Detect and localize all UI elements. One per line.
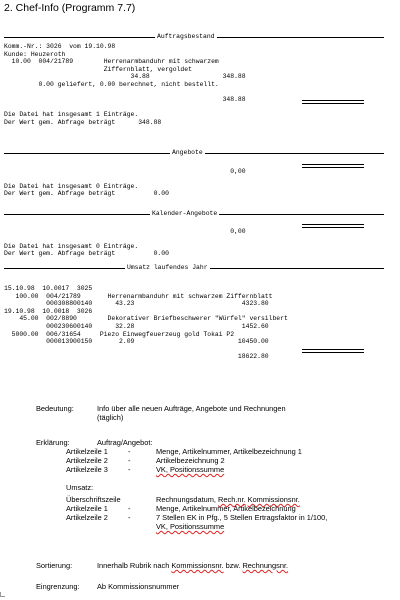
section-title-auftragsbestand: Auftragsbestand [157, 33, 215, 40]
bedeutung-text-1: Info über alle neuen Aufträge, Angebote und Rechnungen [97, 404, 286, 413]
angebote-text: 0,00 Die Datei hat insgesamt 0 Einträge. Der Wert gem. Abfrage beträgt 0.00 [4, 167, 246, 198]
total-double-rule [302, 224, 364, 228]
total-double-rule [302, 349, 364, 353]
eingrenzung-label: Eingrenzung: [36, 582, 80, 591]
umsatz-row-key: Artikelzeile 2 [66, 513, 108, 522]
total-double-rule [302, 100, 364, 104]
erklaerung-row-key: Artikelzeile 2 [66, 456, 108, 465]
umsatz-label: Umsatz: [66, 483, 94, 492]
umsatz-row-dash: - [128, 513, 131, 522]
umsatz-row-value: Rechnungsdatum, Rech.nr. Kommissionsnr. [156, 495, 300, 504]
umsatz-row-key: Artikelzeile 1 [66, 504, 108, 513]
umsatz-row-key: Überschriftszeile [66, 495, 121, 504]
erklaerung-row-key: Artikelzeile 3 [66, 465, 108, 474]
erklaerung-row-dash: - [128, 456, 131, 465]
section-title-angebote: Angebote [172, 149, 203, 156]
erklaerung-subheading: Auftrag/Angebot: [97, 438, 153, 447]
erklaerung-row-dash: - [128, 465, 131, 474]
erklaerung-row-value: VK, Positionssumme [156, 465, 225, 474]
erklaerung-row-key: Artikelzeile 1 [66, 447, 108, 456]
erklaerung-label: Erklärung: [36, 438, 70, 447]
eingrenzung-text: Ab Kommissionsnummer [97, 582, 180, 591]
kalender-text: 0,00 Die Datei hat insgesamt 0 Einträge. Der Wert gem. Abfrage beträgt 0.00 [4, 227, 246, 258]
erklaerung-row-dash: - [128, 447, 131, 456]
umsatz-row-value: Menge, Artikelnummer, Artikelbezeichnung [156, 504, 296, 513]
auftragsbestand-text: Komm.-Nr.: 3026 vom 19.10.98 Kunde: Heuzeroth 10.00 004/21789 Herrenarmbanduhr mit schwarzem Ziffernblatt, vergoldet 34.88 348.88 0.00 geliefert, 0.00 berechnet, nicht bestellt. 348.88 Die Datei hat insgesamt 1 Einträge. Der Wert gem. Abfrage beträgt 348.88 [4, 43, 246, 126]
umsatz-row-continuation: VK, Positionssumme [156, 522, 225, 531]
umsatz-row-value: 7 Stellen EK in Pfg., 5 Stellen Ertragsfaktor in 1/100, [156, 513, 328, 522]
section-title-kalender: Kalender-Angebote [152, 210, 218, 217]
total-double-rule [302, 164, 364, 168]
sortierung-label: Sortierung: [36, 561, 73, 570]
sortierung-text: Innerhalb Rubrik nach Kommissionsnr. bzw. Rechnungsnr. [97, 561, 289, 570]
erklaerung-row-value: Menge, Artikelnummer, Artikelbezeichnung 1 [156, 447, 302, 456]
section-title-umsatz: Umsatz laufendes Jahr [127, 264, 208, 271]
erklaerung-row-value: Artikelbezeichnung 2 [156, 456, 225, 465]
page-corner-mark [0, 592, 5, 597]
umsatz-row-dash: - [128, 504, 131, 513]
bedeutung-text-2: (täglich) [97, 413, 124, 422]
umsatz-text: 15.10.98 10.0017 3025 100.00 004/21789 Herrenarmbanduhr mit schwarzem Ziffernblatt 000308800140 43.23 4323.80 19.10.98 10.0018 3026 45.00 002/8890 Dekorativer Briefbeschwerer "Würfel" versilbert 000230600140 32.28 1452.60 5000.00 006/31654 Piezo Einwegfeuerzeug gold Tokai P2 000013900150 2.09 10450.00 18622.80 [4, 285, 288, 361]
bedeutung-label: Bedeutung: [36, 404, 74, 413]
page-heading: 2. Chef-Info (Programm 7.7) [4, 2, 136, 14]
